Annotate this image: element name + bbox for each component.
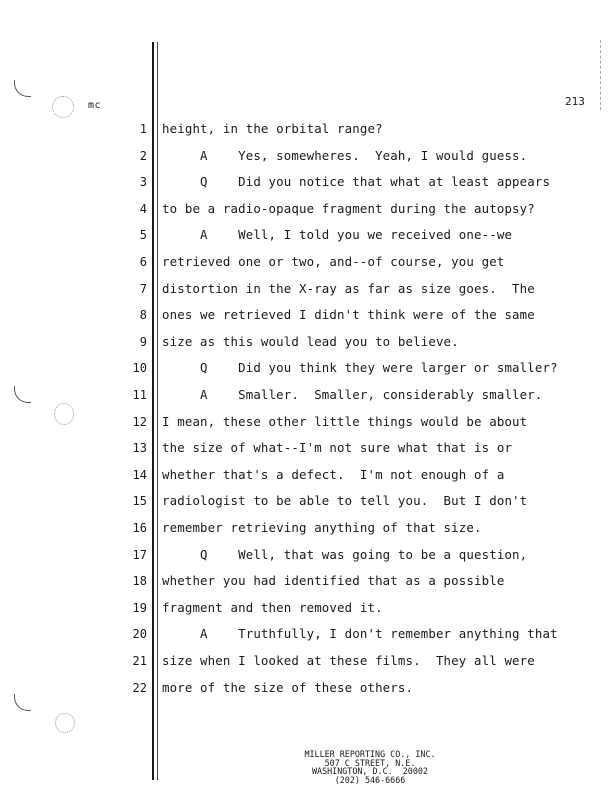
transcript-line: fragment and then removed it. — [162, 599, 383, 615]
line-number: 19 — [132, 600, 147, 615]
line-number: 22 — [132, 680, 147, 695]
line-number: 15 — [132, 494, 147, 509]
transcript-line: size when I looked at these films. They all were — [162, 653, 535, 668]
transcript-line: A Truthfully, I don't remember anything that — [162, 626, 558, 642]
line-number: 20 — [132, 627, 147, 642]
transcript-line: A Well, I told you we received one--we — [162, 227, 513, 243]
line-number: 18 — [132, 574, 147, 589]
transcript-line: distortion in the X-ray as far as size goes. The — [162, 280, 535, 296]
line-number: 17 — [132, 547, 147, 562]
punch-hole-icon — [54, 403, 74, 425]
transcript-line: remember retrieving anything of that size. — [162, 520, 482, 535]
page-number: 213 — [565, 95, 585, 108]
transcript-line: retrieved one or two, and--of course, you get — [162, 254, 505, 269]
transcript-line: radiologist to be able to tell you. But I don't — [162, 493, 528, 509]
footer-company: MILLER REPORTING CO., INC. — [304, 749, 436, 759]
margin-rule — [152, 42, 154, 780]
edge-mark — [600, 40, 602, 110]
footer-phone: (202) 546-6666 — [334, 774, 406, 785]
transcript-line: Q Did you think they were larger or smaller? — [162, 360, 558, 376]
line-number: 3 — [139, 175, 147, 190]
line-number: 7 — [139, 281, 147, 296]
transcript-line: ones we retrieved I didn't think were of the same — [162, 307, 535, 323]
reporter-footer — [270, 750, 470, 784]
transcript-line: size as this would lead you to believe. — [162, 333, 459, 349]
transcript-line: A Yes, somewheres. Yeah, I would guess. — [162, 147, 528, 163]
binder-mark — [14, 80, 31, 97]
line-number: 13 — [132, 441, 147, 456]
footer-street: 507 C STREET, N.E. — [324, 757, 416, 768]
transcript-line: A Smaller. Smaller, considerably smaller. — [162, 387, 543, 402]
line-number: 4 — [139, 201, 147, 216]
punch-hole-icon — [52, 96, 74, 118]
line-number: 16 — [132, 521, 147, 535]
line-number: 2 — [139, 148, 147, 163]
line-number: 8 — [139, 308, 147, 323]
line-number: 5 — [139, 228, 147, 243]
line-number: 10 — [132, 361, 147, 376]
binder-mark — [14, 386, 31, 403]
punch-hole-icon — [55, 713, 75, 733]
line-number: 21 — [132, 654, 147, 668]
binder-mark — [14, 694, 31, 711]
line-number: 1 — [139, 122, 147, 136]
line-number: 11 — [132, 388, 147, 402]
line-number: 14 — [132, 467, 147, 482]
margin-rule — [157, 42, 158, 780]
transcript-line: Q Well, that was going to be a question, — [162, 546, 528, 562]
transcript-line: Q Did you notice that what at least appears — [162, 174, 551, 190]
transcript-line: whether that's a defect. I'm not enough of a — [162, 466, 505, 482]
transcript-line: the size of what--I'm not sure what that is or — [162, 440, 513, 456]
transcript-line: to be a radio-opaque fragment during the autopsy? — [162, 200, 535, 216]
transcript-line: I mean, these other little things would be about — [162, 413, 528, 429]
line-number: 12 — [132, 414, 147, 429]
footer-city: WASHINGTON, D.C. 20002 — [312, 766, 428, 777]
transcript-line: whether you had identified that as a possible — [162, 573, 505, 589]
line-number: 9 — [139, 334, 147, 349]
reporter-initials: mc — [88, 100, 102, 111]
transcript-line: more of the size of these others. — [162, 679, 414, 695]
transcript-line: height, in the orbital range? — [162, 121, 383, 136]
line-number: 6 — [139, 255, 147, 269]
